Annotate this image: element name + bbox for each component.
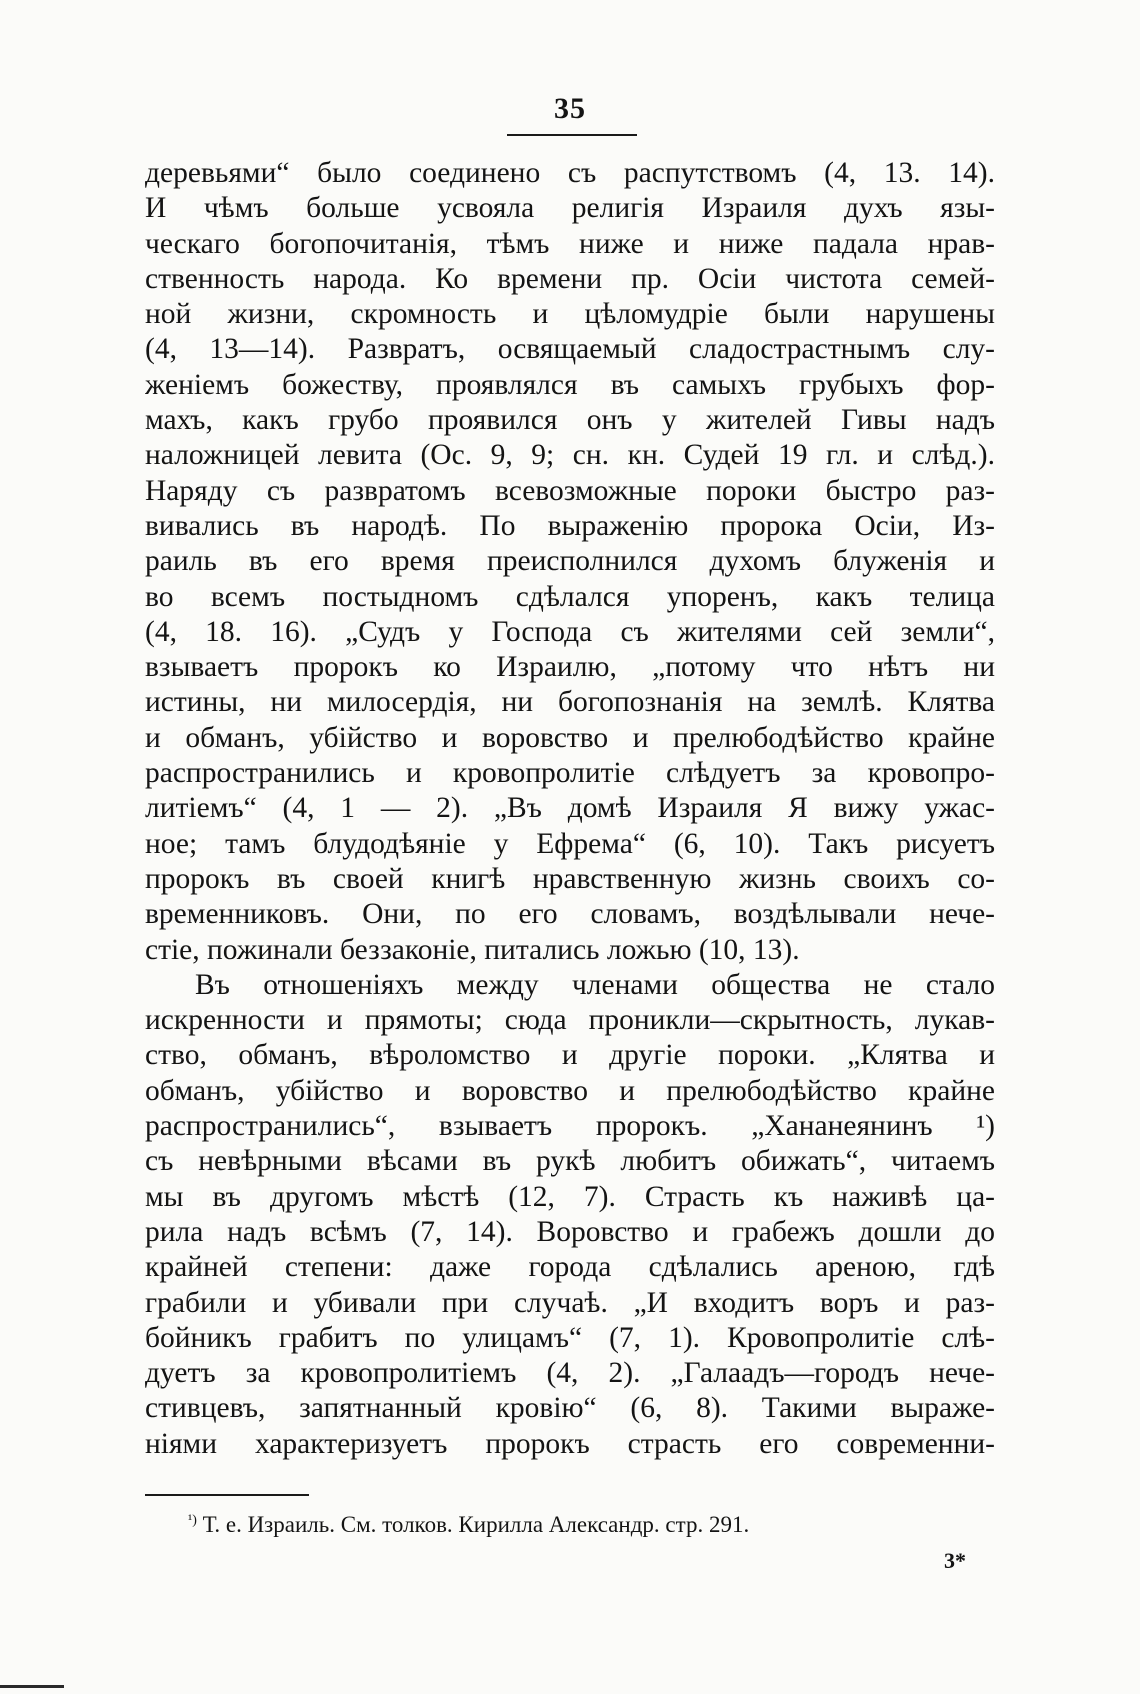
text-line: распространились“, взываетъ пророкъ. „Хананеянинъ ¹) [145, 1110, 995, 1143]
page-number: 35 [554, 92, 586, 125]
text-line: распространились и кровопролитіе слѣдуетъ за кровопро- [145, 757, 995, 790]
text-line: женіемъ божеству, проявлялся въ самыхъ грубыхъ фор- [145, 368, 995, 401]
text-line: (4, 18. 16). „Судъ у Господа съ жителями сей земли“, [145, 615, 995, 648]
text-line: временниковъ. Они, по его словамъ, воздѣлывали нече- [145, 898, 995, 931]
text-line: во всемъ постыдномъ сдѣлался упоренъ, какъ телица [145, 580, 995, 613]
text-line: бойникъ грабитъ по улицамъ“ (7, 1). Кровопролитіе слѣ- [145, 1321, 995, 1354]
text-line: махъ, какъ грубо проявился онъ у жителей Гивы надъ [145, 404, 995, 437]
footnote-rule [145, 1494, 309, 1496]
text-line: стіе, пожинали беззаконіе, питались ложью (10, 13). [145, 933, 800, 966]
text-line: раиль въ его время преисполнился духомъ блуженія и [145, 545, 995, 578]
text-line: мы въ другомъ мѣстѣ (12, 7). Страсть къ наживѣ ца- [145, 1180, 995, 1213]
text-line: и обманъ, убійство и воровство и прелюбодѣйство крайне [145, 721, 995, 754]
text-line: грабили и убивали при случаѣ. „И входитъ воръ и раз- [145, 1286, 995, 1319]
text-line: ческаго богопочитанія, тѣмъ ниже и ниже падала нрав- [145, 227, 995, 260]
text-line: съ невѣрными вѣсами въ рукѣ любитъ обижать“, читаемъ [145, 1145, 995, 1178]
body-text [145, 156, 995, 1462]
text-line: ніями характеризуетъ пророкъ страсть его современни- [145, 1427, 995, 1460]
text-line: Наряду съ развратомъ всевозможные пороки быстро раз- [145, 474, 995, 507]
text-line: пророкъ въ своей книгѣ нравственную жизнь своихъ со- [145, 862, 995, 895]
signature-mark: 3* [944, 1548, 966, 1573]
footnote [188, 1512, 749, 1538]
scan-edge-mark [0, 1685, 64, 1688]
text-line: деревьями“ было соединено съ распутствомъ (4, 13. 14). [145, 157, 995, 189]
text-line: взываетъ пророкъ ко Израилю, „потому что нѣтъ ни [145, 651, 995, 684]
footnote-marker: ¹) [188, 1513, 197, 1528]
text-line: ное; тамъ блудодѣяніе у Ефрема“ (6, 10). Такъ рисуетъ [145, 827, 995, 860]
text-line: И чѣмъ больше усвояла религія Израиля духъ язы- [145, 192, 995, 225]
text-line: ной жизни, скромность и цѣломудріе были нарушены [145, 298, 995, 331]
text-line: (4, 13—14). Развратъ, освящаемый сладострастнымъ слу- [145, 333, 995, 366]
footnote-text: Т. е. Израиль. См. толков. Кирилла Александр. стр. 291. [202, 1512, 750, 1537]
text-line: вивались въ народѣ. По выраженію пророка Осіи, Из- [145, 509, 995, 542]
text-line: дуетъ за кровопролитіемъ (4, 2). „Галаадъ—городъ нече- [145, 1357, 995, 1390]
text-line: искренности и прямоты; сюда проникли—скрытность, лукав- [145, 1004, 995, 1037]
text-line: крайней степени: даже города сдѣлались ареною, гдѣ [145, 1251, 995, 1284]
text-line: стивцевъ, запятнанный кровію“ (6, 8). Такими выраже- [145, 1392, 995, 1425]
text-line: литіемъ“ (4, 1 — 2). „Въ домѣ Израиля Я вижу ужас- [145, 792, 995, 825]
text-line: обманъ, убійство и воровство и прелюбодѣйство крайне [145, 1074, 995, 1107]
text-line: ственность народа. Ко времени пр. Осіи чистота семей- [145, 262, 995, 295]
text-line: Въ отношеніяхъ между членами общества не стало [195, 968, 995, 1001]
text-line: истины, ни милосердія, ни богопознанія на землѣ. Клятва [145, 686, 995, 719]
text-line: рила надъ всѣмъ (7, 14). Воровство и грабежъ дошли до [145, 1215, 995, 1248]
text-line: наложницей левита (Ос. 9, 9; сн. кн. Судей 19 гл. и слѣд.). [145, 439, 995, 472]
header-rule [507, 134, 637, 136]
text-line: ство, обманъ, вѣроломство и другіе пороки. „Клятва и [145, 1039, 995, 1072]
